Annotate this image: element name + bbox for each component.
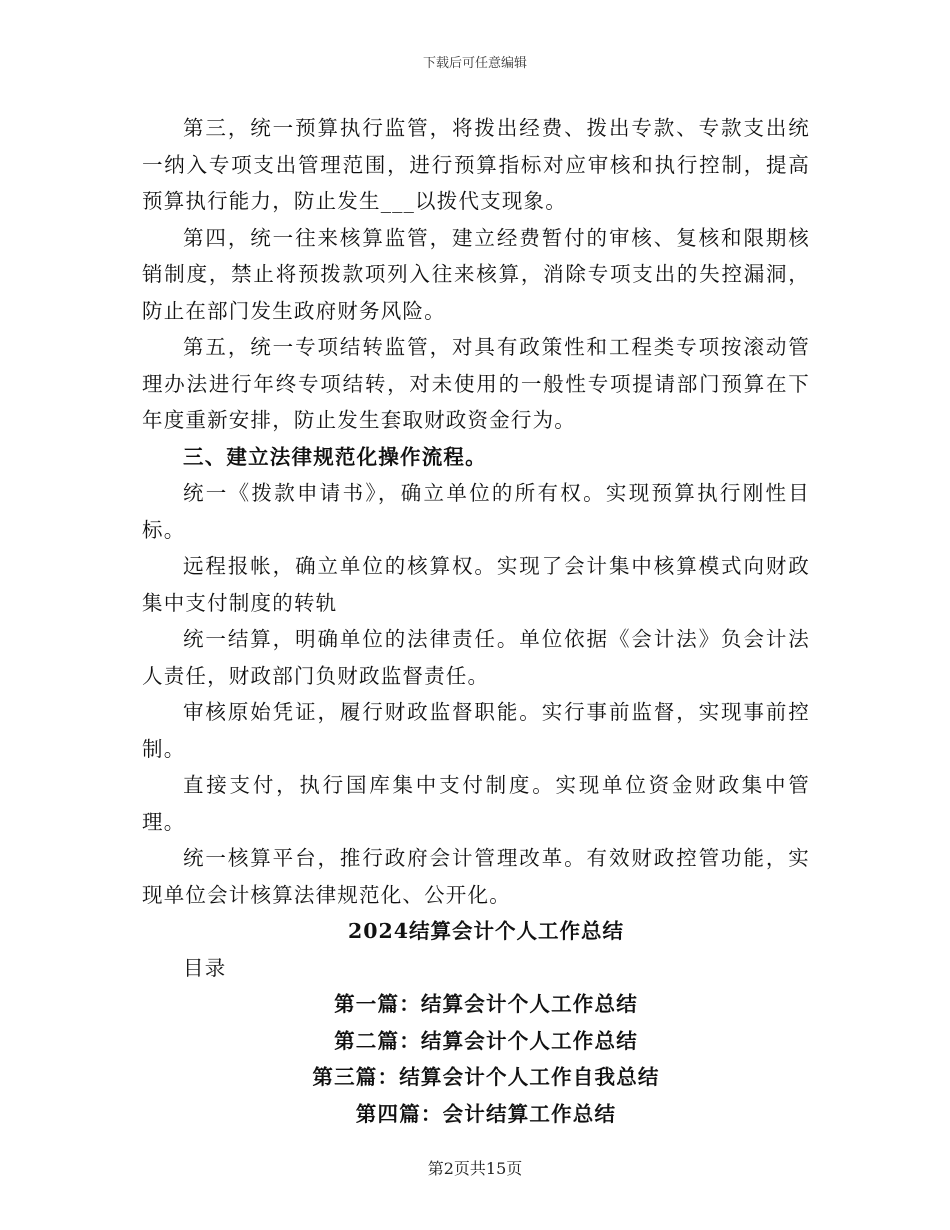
- toc-item-1: 第一篇：结算会计个人工作总结: [334, 992, 638, 1016]
- paragraph-fifth-point: 第五，统一专项结转监管，对具有政策性和工程类专项按滚动管理办法进行年终专项结转，对未使用的一般性专项提请部门预算在下年度重新安排，防止发生套取财政资金行为。: [142, 335, 810, 432]
- paragraph-unified-application: 统一《拨款申请书》，确立单位的所有权。实现预算执行刚性目标。: [142, 481, 810, 542]
- page-number: 第2页共15页: [427, 1159, 523, 1178]
- paragraph-fourth-point: 第四，统一往来核算监管，建立经费暂付的审核、复核和限期核销制度，禁止将预拨款项列入往来核算，消除专项支出的失控漏洞，防止在部门发生政府财务风险。: [142, 225, 810, 323]
- page-header-note: 下载后可任意编辑: [422, 56, 527, 71]
- paragraph-direct-payment: 直接支付，执行国库集中支付制度。实现单位资金财政集中管理。: [142, 773, 810, 834]
- toc-item-3: 第三篇：结算会计个人工作自我总结: [312, 1065, 660, 1089]
- paragraph-accounting-platform: 统一核算平台，推行政府会计管理改革。有效财政控管功能，实现单位会计核算法律规范化、公开化。: [142, 846, 810, 907]
- toc-item-4: 第四篇：会计结算工作总结: [355, 1101, 617, 1126]
- toc-item-2: 第二篇：结算会计个人工作总结: [334, 1028, 638, 1053]
- section-heading: 三、建立法律规范化操作流程。: [183, 444, 487, 469]
- toc-label: 目录: [183, 955, 227, 980]
- document-title: 2024结算会计个人工作总结: [347, 919, 625, 943]
- paragraph-third-point: 第三，统一预算执行监管，将拨出经费、拨出专款、专款支出统一纳入专项支出管理范围，进行预算指标对应审核和执行控制，提高预算执行能力，防止发生___以拨代支现象。: [142, 116, 810, 213]
- document-body: [142, 110, 810, 1132]
- paragraph-unified-settlement: 统一结算，明确单位的法律责任。单位依据《会计法》负会计法人责任，财政部门负财政监督责任。: [142, 627, 810, 688]
- paragraph-voucher-review: 审核原始凭证，履行财政监督职能。实行事前监督，实现事前控制。: [142, 700, 810, 761]
- paragraph-remote-reimbursement: 远程报帐，确立单位的核算权。实现了会计集中核算模式向财政集中支付制度的转轨: [142, 554, 810, 615]
